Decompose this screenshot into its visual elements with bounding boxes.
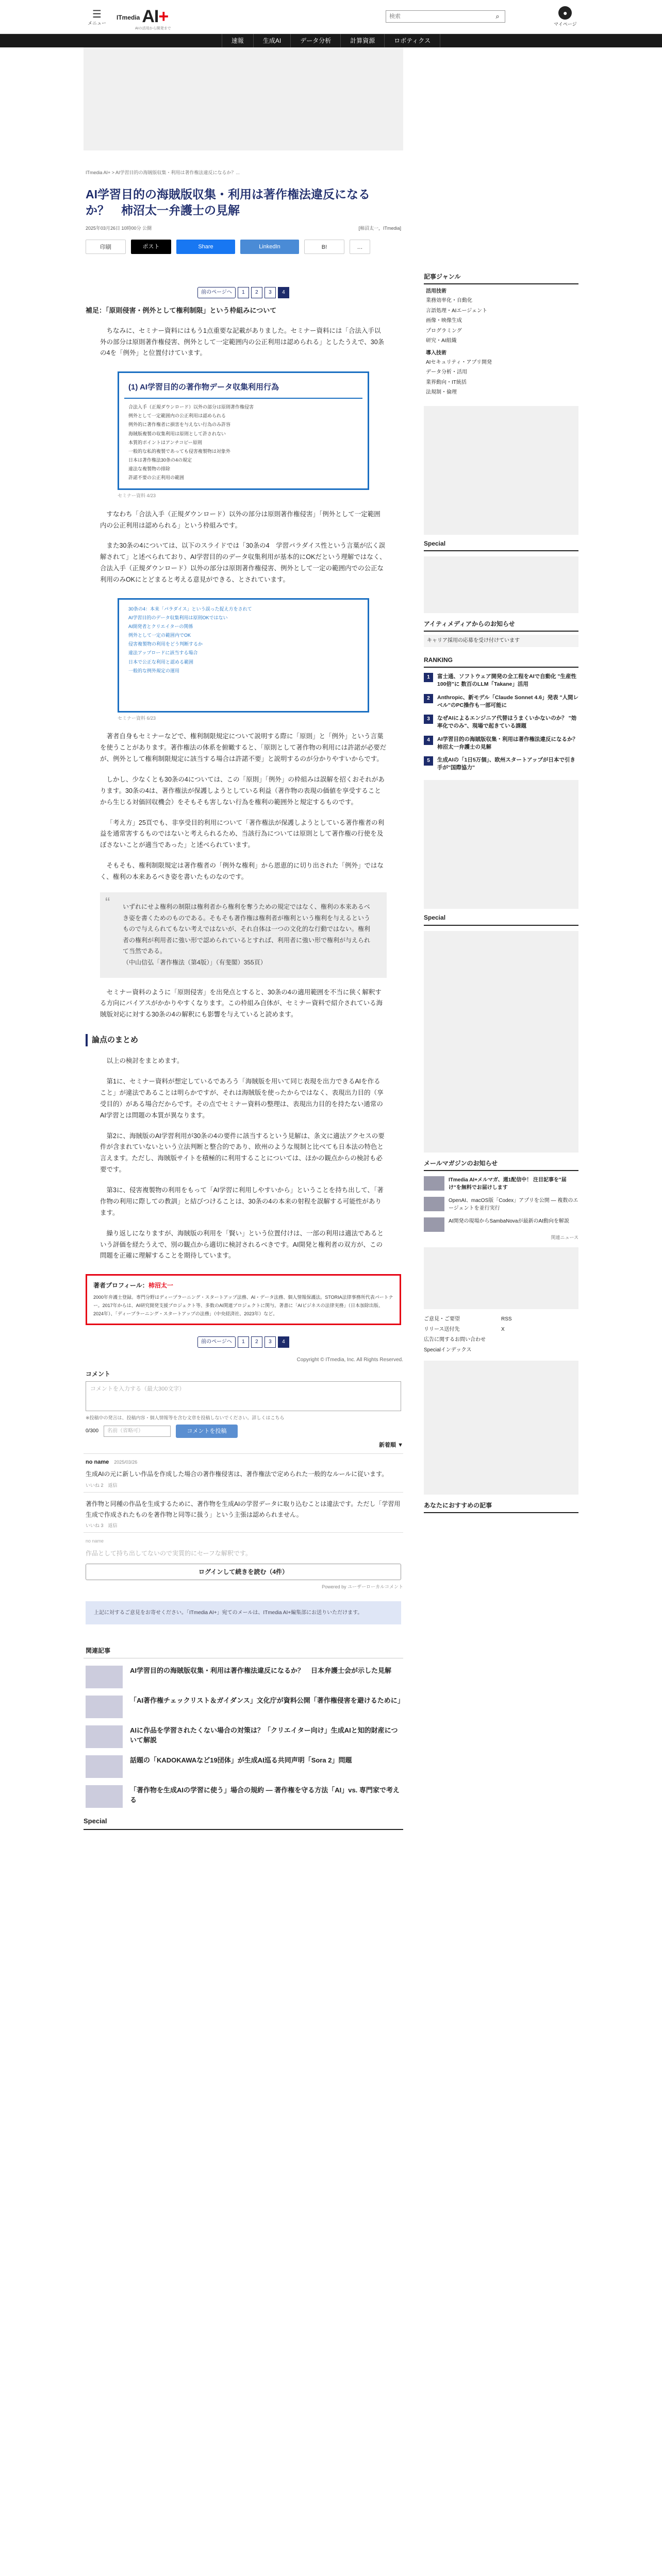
- hamburger-icon: ☰: [92, 9, 102, 20]
- x-link[interactable]: X: [501, 1327, 505, 1333]
- paragraph: 第3に、侵害複製物の利用をもって「AI学習に利用しやすいから」ということを持ち出して、「著作物の利用に際しての教訓」と結びつけることは、30条の4の本来の射程を誤解する可能性があります。: [100, 1187, 384, 1216]
- print-button[interactable]: 印刷: [86, 240, 126, 254]
- page-1[interactable]: 1: [238, 1336, 249, 1348]
- genre-link[interactable]: データ分析・活用: [426, 369, 467, 376]
- ranking-heading: RANKING: [424, 655, 578, 668]
- newsletter-item[interactable]: ITmedia AI+メルマガ、週1配信中！ 注目記事を"届け"を無料でお届けします: [424, 1176, 578, 1192]
- paragraph: 以上の検討をまとめます。: [106, 1057, 184, 1065]
- page-2[interactable]: 2: [251, 1336, 262, 1348]
- main-column: [84, 47, 403, 1830]
- thumbnail: [86, 1785, 123, 1808]
- copyright: Copyright © ITmedia, Inc. All Rights Reserved.: [296, 1357, 403, 1363]
- paragraph: 第1に、セミナー資料が想定しているであろう「海賊版を用いて同じ表現を出力できるAIを作ること」が違法であることは明らかですが、それは海賊版を使ったからではなく、表現出力目的（享受目的）がある場合だからです。その点でセミナー資料の整理は、表現出力目的を持たない通常のAI学習とは問題の本質が異なります。: [100, 1078, 384, 1119]
- sidebar-ad: [424, 556, 578, 613]
- section-heading: 論点のまとめ: [86, 1034, 403, 1046]
- page-4: 4: [278, 287, 289, 298]
- genre-link[interactable]: 業務効率化・自動化: [426, 298, 472, 304]
- nav-item-robotics[interactable]: ロボティクス: [385, 34, 440, 47]
- paragraph: また30条の4については、以下のスライドでは「30条の4 学習パラダイス性という言葉が広く誤解されて」と述べられており、AI学習目的のデータ収集利用が基本的にOKだという理解ではなく、合法入手（正規ダウンロード）以外の部分は原則著作権侵害、例外として一定の範囲内での公正な利用のみOKにとどまると考える意見ができる、とされています。: [100, 542, 386, 584]
- author[interactable]: [柿沼太一，ITmedia]: [358, 226, 401, 231]
- comment-textarea[interactable]: コメントを入力する（最大300文字）: [86, 1381, 401, 1411]
- genre-box: 記事ジャンル 活用技術 業務効率化・自動化 言語処理・AIエージェント 画像・映像生成 プログラミング 研究・AI組織 導入技術 AIセキュリティ・アプリ開発 データ分析・活用 業界動向・IT統括 法規制・倫理: [424, 272, 578, 398]
- related-item[interactable]: AI学習目的の海賊版収集・利用は著作権法違反になるか？ 日本弁護士会が示した見解: [84, 1666, 403, 1688]
- comment-submit-row: [84, 1425, 403, 1438]
- quote-icon: “: [105, 894, 110, 910]
- thumbnail: [86, 1755, 123, 1778]
- blockquote: “ いずれにせよ権利の制限は権利者から権利を奪うための規定ではなく、権利の本来あるべき姿を書くためのものである。そもそも著作権は権利者が権利という権利を与えるというもので与えられてもない考えではないが、それ自体は一つの文化的な行動ではない。権利者の権利が利用者に強い形で認められているとすれば、利用者に強い形で権利が与えられて当然である。 （中山信弘「著作権法（第4版）」（有斐閣）355頁）: [100, 892, 387, 978]
- newsletter-box: メールマガジンのお知らせ ITmedia AI+メルマガ、週1配信中！ 注目記事を"届け"を無料でお届けします OpenAI、macOS版「Codex」アプリを公開 — 複数のエージェントを並行実行 AI開発の現場からSambaNovaが最新のAI動向を解説 関連ニュース: [424, 1159, 578, 1242]
- powered-by[interactable]: Powered by ユーザーローカルコメント: [322, 1584, 403, 1590]
- alert-link[interactable]: キャリア採用の応募を受け付けています: [424, 635, 578, 647]
- comment-label: コメント: [86, 1370, 111, 1378]
- related-item[interactable]: 「AI著作権チェックリスト＆ガイダンス」文化庁が資料公開「著作権侵害を避けるために」: [84, 1696, 403, 1718]
- figure-caption: セミナー資料 4/23: [118, 493, 156, 499]
- related-item[interactable]: 話題の「KADOKAWAなど19団体」が生成AI巡る共同声明「Sora 2」問題: [84, 1755, 403, 1778]
- comment-item: no name 作品として持ち出してないので実質的にセーフな解釈です。: [84, 1532, 403, 1558]
- login-more-comments-button[interactable]: ログインして続きを読む（4件）: [86, 1564, 401, 1580]
- paragraph: 「考え方」25頁でも、非享受目的利用について「著作権法が保護しようとしている著作権者の利益を通常害するものではないと考えられるため、当該行為については原則として著作権の行使を及ぼさないことが適当であった」と述べられています。: [100, 819, 385, 849]
- ad-banner: [84, 47, 403, 150]
- related-item[interactable]: AIに作品を学習されたくない場合の対策は？「クリエイター向け」生成AIと知的財産について解説: [84, 1725, 403, 1748]
- quote-citation: （中山信弘「著作権法（第4版）」（有斐閣）355頁）: [123, 958, 267, 966]
- slide-figure-2[interactable]: 30条の4：本来「パラダイス」という誤った捉え方をされて AI学習目的のデータ収集利用は原則OKではない AI開発者とクリエイターの関係 例外として一定の範囲内でOK 侵害複製物の利用をどう判断するか 違法アップロードに該当する場合 日本で公正な利用と認める範囲 一般的な例外規定の運用: [118, 598, 369, 713]
- nav-item-genai[interactable]: 生成AI: [254, 34, 291, 47]
- rss-link[interactable]: RSS: [501, 1316, 512, 1323]
- thumbnail: [86, 1696, 123, 1718]
- author-profile: 著者プロフィール：柿沼太一 2000年弁護士登録。専門分野はディープラーニング・スタートアップ法務、AI・データ法務、個人情報保護法。STORIA法律事務所代表パートナー。2017年からは、AI研究開発支援プロジェクト等、多数のAI関連プロジェクトに関与。著書に「AIビジネスの法律実務」（日本加除出版、2024年）、「ディープラーニング・スタートアップの法務」（中央経済社、2023年）など。: [86, 1274, 401, 1325]
- name-input[interactable]: 名前（省略可）: [104, 1426, 171, 1437]
- paragraph: 第2に、海賊版のAI学習利用が30条の4の要件に該当するという見解は、条文に適法アクセスの要件が含まれていないという立法判断と整合的であり、欧州のような規制と比べても日本法の特色と言えます。ただし、海賊版サイトを積極的に利用することについては、ほかの観点からの検討も必要です。: [100, 1132, 385, 1174]
- paragraph: すなわち「合法入手（正規ダウンロード）以外の部分は原則著作権侵害」「例外として一定範囲内の公正利用は認められる」という枠組みです。: [100, 510, 380, 529]
- facebook-share-button[interactable]: Share: [176, 240, 235, 254]
- nav-item-compute[interactable]: 計算資源: [341, 34, 385, 47]
- special-heading: Special: [84, 1816, 403, 1830]
- byline: [84, 225, 403, 232]
- special-index-link[interactable]: Specialインデックス: [424, 1347, 472, 1353]
- sidebar-special-heading: Special: [424, 913, 578, 925]
- newsletter-more-link[interactable]: 関連ニュース: [551, 1234, 578, 1240]
- more-share-button[interactable]: …: [350, 240, 370, 254]
- page-3[interactable]: 3: [264, 1336, 276, 1348]
- char-counter: 0/300: [86, 1428, 99, 1434]
- paragraph: ちなみに、セミナー資料にはもう1点重要な記載がありました。セミナー資料には「合法入手以外の部分は原則著作権侵害、例外として一定範囲内の公正利用は認められる」としたうえで、30条の4を「例外」と位置付けています。: [100, 327, 385, 357]
- profile-name: 柿沼太一: [148, 1282, 173, 1290]
- sidebar-ad: [424, 406, 578, 535]
- page-4: 4: [278, 1336, 289, 1348]
- pager-bottom: [84, 1336, 403, 1348]
- ranking-item[interactable]: 1 富士通、ソフトウェア開発の全工程をAIで自動化 "生産性100倍"に 数百のLLM「Takane」活用: [424, 673, 578, 688]
- site-logo[interactable]: ITmedia AI+: [117, 7, 169, 26]
- figure-title: (1) AI学習目的の著作物データ収集利用行為: [124, 378, 362, 399]
- hatena-share-button[interactable]: B!: [304, 240, 344, 254]
- comment-sort[interactable]: 新着順 ▼: [379, 1442, 403, 1449]
- linkedin-share-button[interactable]: LinkedIn: [240, 240, 299, 254]
- site-header: [0, 0, 662, 34]
- related-item[interactable]: 「著作物を生成AIの学習に使う」場合の規約 — 著作権を守る方法「AI」vs. 専門家で考える: [84, 1785, 403, 1808]
- thumbnail: [424, 1176, 444, 1191]
- genre-link[interactable]: 研究・AI組織: [426, 338, 457, 344]
- genre-link[interactable]: 言語処理・AIエージェント: [426, 308, 488, 314]
- x-share-button[interactable]: ポスト: [131, 240, 171, 254]
- page-1[interactable]: 1: [238, 287, 249, 298]
- thumbnail: [86, 1725, 123, 1748]
- page-2[interactable]: 2: [251, 287, 262, 298]
- breadcrumb[interactable]: ITmedia AI+ > AI学習目的の海賊版収集・利用は著作権法違反になるか？...: [86, 170, 240, 175]
- mypage-button[interactable]: ● マイページ: [554, 6, 577, 28]
- comment-actions[interactable]: いいね 2 返信: [86, 1482, 118, 1488]
- thumbnail: [424, 1217, 444, 1232]
- genre-link[interactable]: 業界動向・IT統括: [426, 379, 467, 385]
- newsletter-item[interactable]: OpenAI、macOS版「Codex」アプリを公開 — 複数のエージェントを並行実行: [424, 1197, 578, 1212]
- thumbnail: [424, 1197, 444, 1211]
- paragraph: 繰り返しになりますが、海賊版の利用を「賢い」という位置付けは、一部の利用は適法であるという評価を経たうえで、別の観点から適切に検討されるべきです。AI開発と権利者の双方が、この問題を正確に理解することを期待しています。: [100, 1229, 384, 1260]
- related-heading: 関連記事: [84, 1646, 403, 1658]
- publish-date: 2025年03月26日 10時00分 公開: [86, 226, 152, 231]
- paragraph: セミナー資料のように「原則侵害」を出発点とすると、30条の4の適用範囲を不当に狭く解釈する方向にバイアスがかかりやすくなります。この枠組み自体が、セミナー資料で紹介されている海賊版対応に対する30条の4の解釈にも影響を与えていると読めます。: [100, 988, 383, 1019]
- feedback-link[interactable]: ご意見・ご要望: [424, 1316, 460, 1323]
- sidebar-special-heading: Special: [424, 539, 578, 551]
- sidebar-ad: [424, 1361, 578, 1495]
- section-subhead: 補足：「原則侵害・例外として権利制限」という枠組みについて: [86, 306, 277, 314]
- user-icon: ●: [558, 6, 572, 20]
- prev-page-button[interactable]: 前のページへ: [197, 287, 236, 298]
- ranking-item[interactable]: 2 Anthropic、新モデル「Claude Sonnet 4.6」発表 "人間レベル"のPC操作も一部可能に: [424, 694, 578, 709]
- global-nav: [0, 34, 662, 47]
- sidebar: [424, 47, 584, 1513]
- logo-tagline: AIの活用から開発まで: [135, 27, 171, 30]
- ad-inquiry-link[interactable]: 広告に関するお問い合わせ: [424, 1337, 486, 1343]
- newsletter-item[interactable]: AI開発の現場からSambaNovaが最新のAI動向を解説: [424, 1217, 578, 1232]
- ranking-item[interactable]: 4 AI学習目的の海賊版収集・利用は著作権法違反になるか？ 柿沼太一弁護士の見解: [424, 736, 578, 751]
- genre-link[interactable]: プログラミング: [426, 328, 462, 334]
- slide-figure-1[interactable]: (1) AI学習目的の著作物データ収集利用行為 合法入手（正規ダウンロード）以外の部分は原則著作権侵害 例外として一定範囲内の公正利用は認められる 例外的に著作権者に損害を与えない行為のみ許容 海賊版複製の収集利用は原則として許されない 本質的ポイントはアンチコピー原則 一般的な私的複製であっても侵害複製物は対象外 日本は著作権法30条の4の規定 違法な複製物の排除 許諾不要の公正利用の範囲: [118, 371, 369, 490]
- sidebar-links: [424, 1314, 578, 1355]
- search-icon[interactable]: ⌕: [495, 12, 500, 20]
- paragraph: 著者自身もセミナーなどで、権利制限規定について説明する際に「原則」と「例外」という言葉を使うことがあります。著作権法の体系を俯瞰すると、「原則として著作物の利用には許諾が必要だが、例外として権利制限規定に該当する場合は許諾不要」と説明するのが分かりやすいからです。: [100, 733, 387, 763]
- genre-link[interactable]: AIセキュリティ・アプリ開発: [426, 359, 492, 365]
- genre-link[interactable]: 法規制・倫理: [426, 389, 457, 396]
- profile-body: 2000年弁護士登録。専門分野はディープラーニング・スタートアップ法務、AI・データ法務、個人情報保護法。STORIA法律事務所代表パートナー。2017年からは、AI研究開発支援プロジェクト等、多数のAI関連プロジェクトに関与。著書に「AIビジネスの法律実務」（日本加除出版、2024年）、「ディープラーニング・スタートアップの法務」（中央経済社、2023年）など。: [93, 1295, 393, 1316]
- thumbnail: [86, 1666, 123, 1688]
- release-link[interactable]: リリース送付先: [424, 1327, 460, 1333]
- nav-item-data[interactable]: データ分析: [291, 34, 341, 47]
- comment-item: 著作物と同種の作品を生成するために、著作物を生成AIの学習データに取り込むことは違法です。ただし「学習用生成で作成されたものを著作物と同等に扱う」という主張は認められません。 いいね 3 返信: [84, 1492, 403, 1529]
- prev-page-button[interactable]: 前のページへ: [197, 1336, 236, 1348]
- recommend-heading: あなたにおすすめの記事: [424, 1501, 578, 1513]
- sidebar-ad: [424, 780, 578, 909]
- comment-actions[interactable]: いいね 3 返信: [86, 1523, 118, 1529]
- genre-link[interactable]: 画像・映像生成: [426, 318, 462, 324]
- comment-submit-button[interactable]: コメントを投稿: [176, 1425, 238, 1438]
- alert-heading: アイティメディアからのお知らせ: [424, 619, 578, 632]
- search-box: [386, 10, 505, 23]
- sidebar-ad: [424, 1247, 578, 1309]
- comment-item: no name 2025/03/26 生成AIの元に新しい作品を作成した場合の著作権侵害は、著作権法で定められた一般的なルールに従います。 いいね 2 返信: [84, 1453, 403, 1489]
- ranking-item[interactable]: 3 なぜAIによるエンジニア代替はうまくいかないのか？ "効率化でのみ"、現場で起きている課題: [424, 715, 578, 730]
- article-title: AI学習目的の海賊版収集・利用は著作権法違反になるか？ 柿沼太一弁護士の見解: [86, 188, 370, 217]
- ranking-item[interactable]: 5 生成AIの「1日5万個」、欧州スタートアップが日本で引き手が"国際協力": [424, 756, 578, 772]
- menu-button[interactable]: ☰ メニュー: [87, 9, 106, 26]
- search-input[interactable]: [386, 11, 489, 22]
- paragraph: しかし、少なくとも30条の4については、この「原則」「例外」の枠組みは誤解を招くおそれがあります。30条の4は、著作権法が保護しようとしている利益（著作物の表現の価値を享受することから生じる対価回収機会）をそもそも害しない行為を権利の範囲外と規定するものです。: [100, 775, 385, 806]
- comment-note: ※投稿中の発言は、投稿内容・個人情報等を含む文章を投稿しないでください。詳しくはこちら: [86, 1415, 285, 1420]
- share-bar: [84, 240, 403, 254]
- page-3[interactable]: 3: [264, 287, 276, 298]
- feedback-notice: 上記に対するご意見をお寄せください。「ITmedia AI+」宛てのメールは、ITmedia AI+編集部にお送りいただけます。: [86, 1601, 401, 1624]
- pager-top: [84, 287, 403, 298]
- nav-item-news[interactable]: 速報: [222, 34, 254, 47]
- sidebar-ad: [424, 931, 578, 1153]
- paragraph: そもそも、権利制限規定は著作権者の「例外な権利」から恩恵的に切り出された「例外」ではなく、権利の本来あるべき姿を書いたものなのです。: [100, 862, 384, 881]
- figure-caption: セミナー資料 6/23: [118, 715, 156, 721]
